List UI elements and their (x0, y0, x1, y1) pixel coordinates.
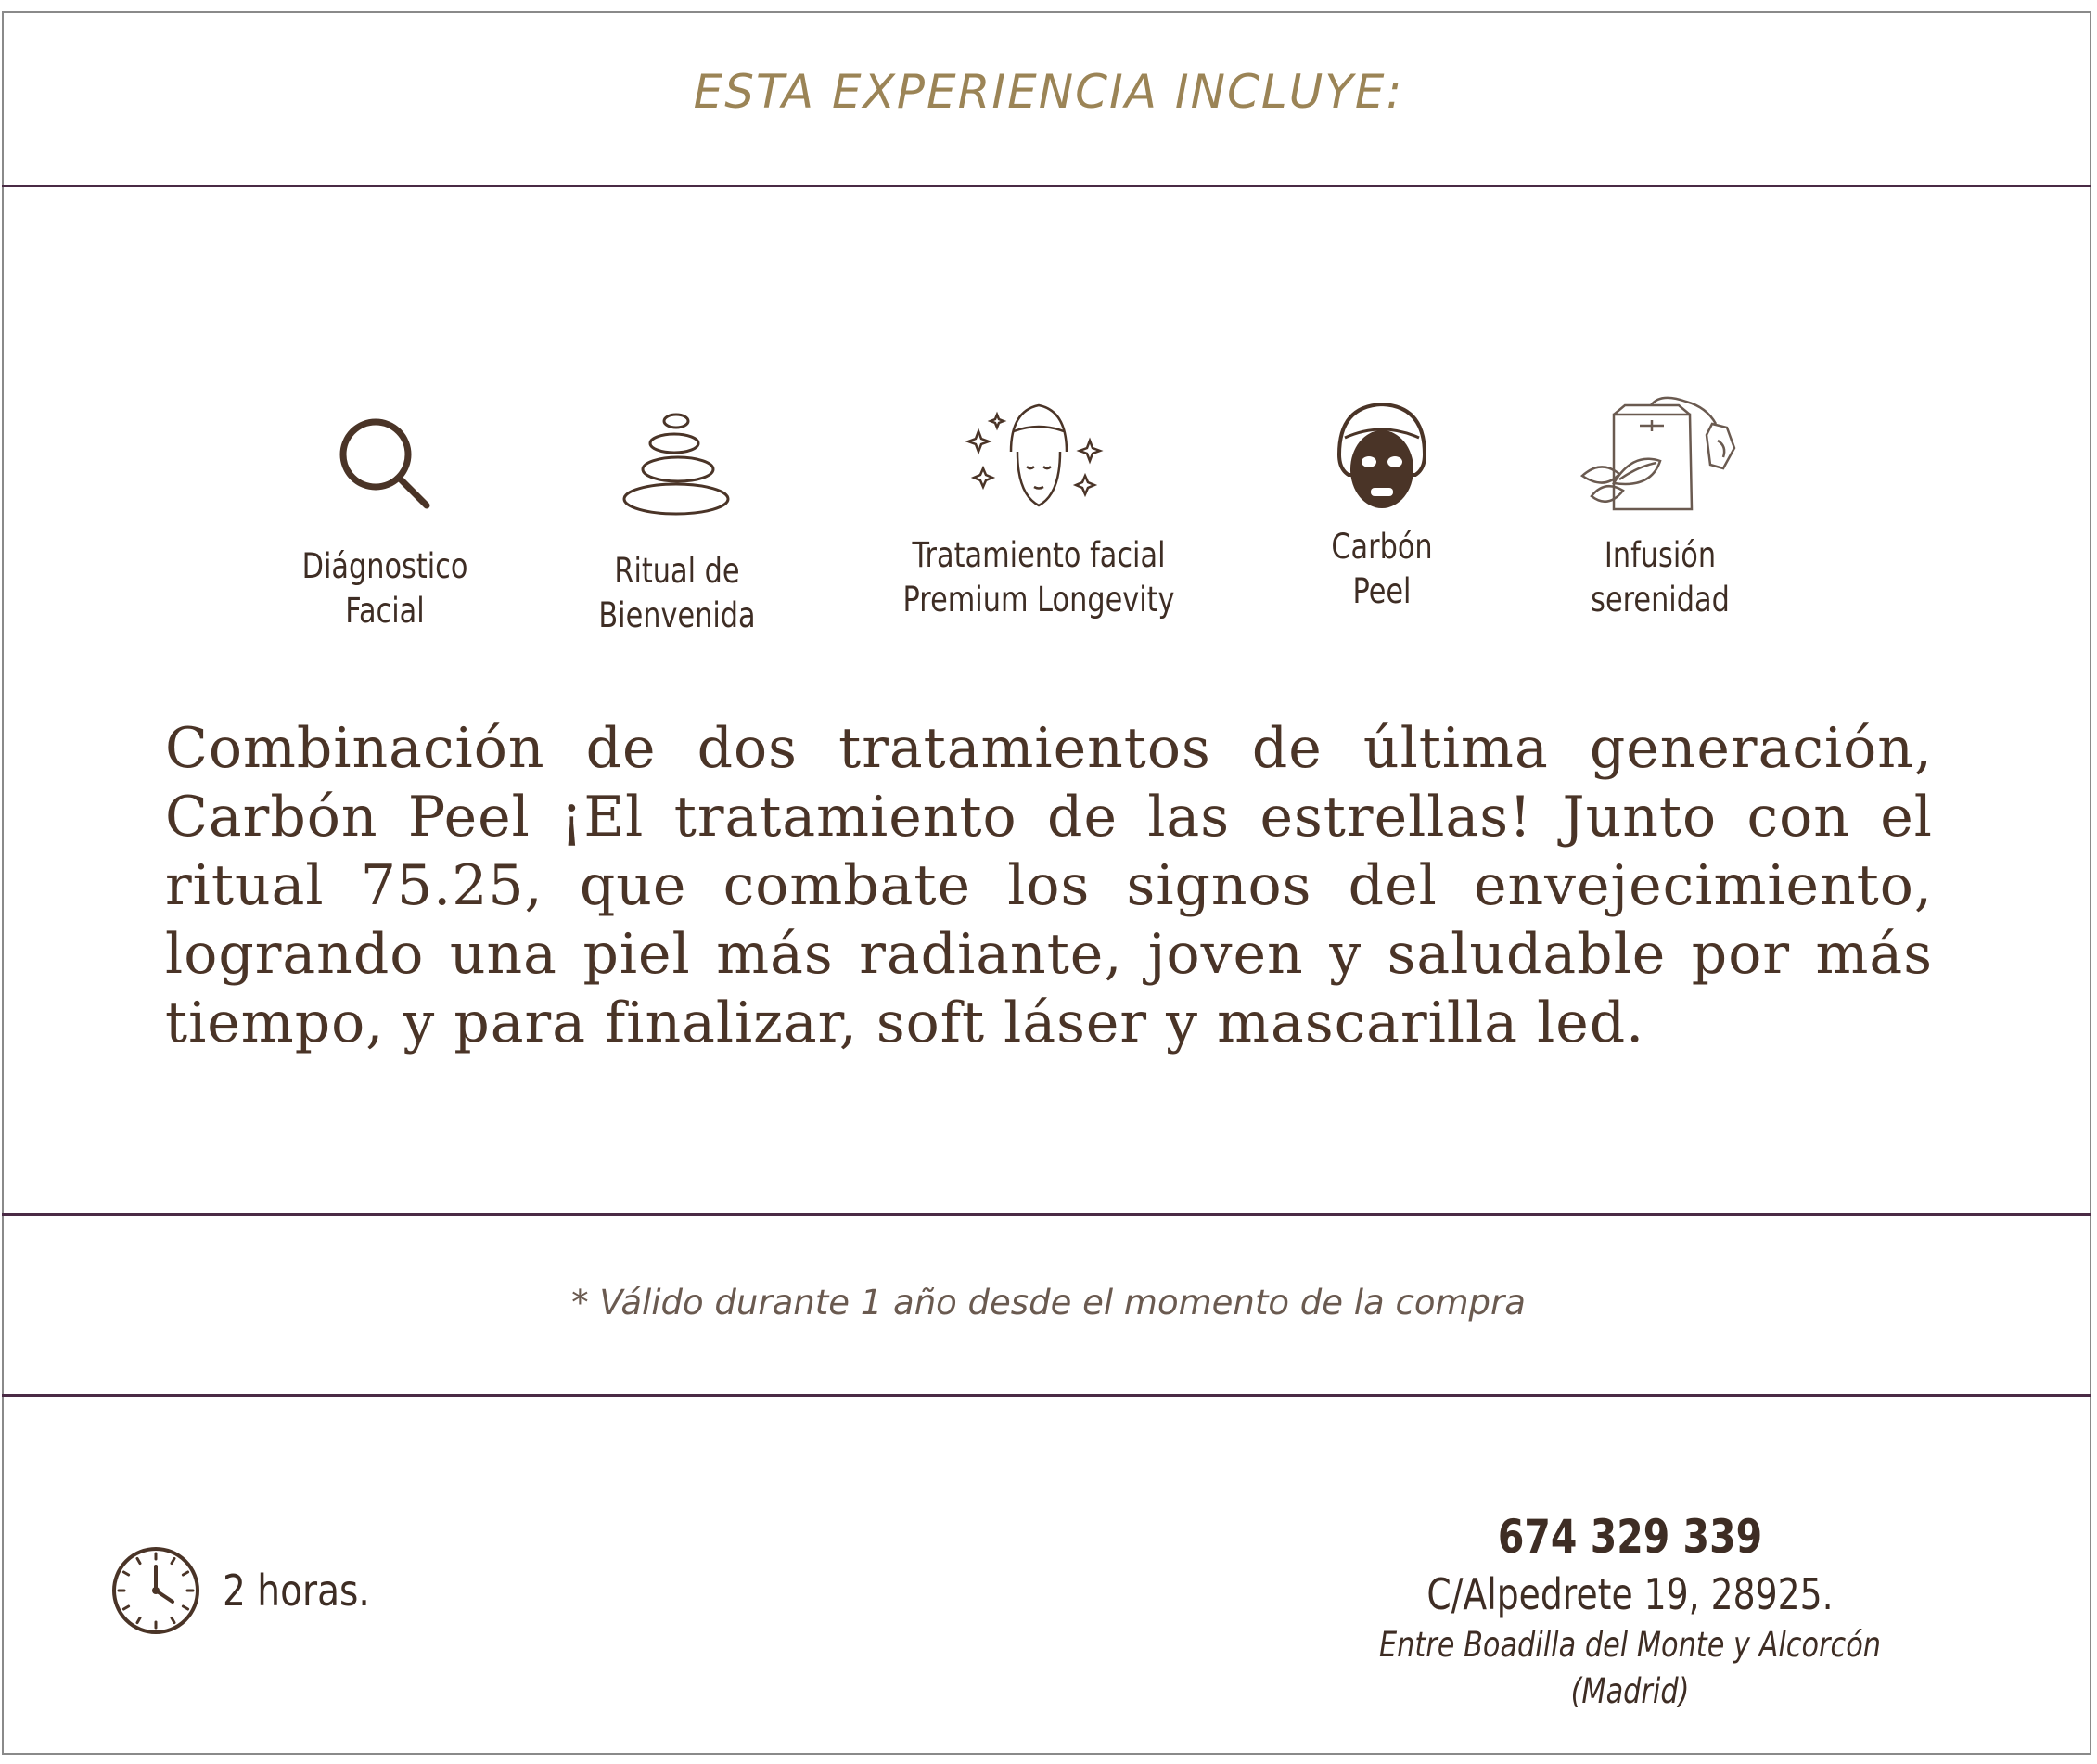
clock-icon (109, 1544, 202, 1637)
feature-label: Tratamiento facial Premium Longevity (902, 535, 1175, 620)
description-paragraph: Combinación de dos tratamientos de última generación, Carbón Peel ¡El tratamiento de las estrellas! Junto con el ritual 75.25, que combate los signos del envejecimiento, logrando una piel más radiante, joven y saludable por más tiempo, y para finalizar, soft láser y mascarilla led. (165, 716, 1933, 1055)
divider (2, 185, 2091, 187)
duration-info (109, 1544, 396, 1637)
feature-carbon-peel (1294, 397, 1470, 614)
divider (2, 1213, 2091, 1216)
address: C/Alpedrete 19, 28925. (1426, 1569, 1834, 1619)
face-mask-icon (1326, 397, 1438, 518)
feature-label: Diágnostico Facial (301, 546, 468, 631)
feature-tratamiento (863, 394, 1215, 622)
phone-number[interactable]: 674 329 339 (1497, 1510, 1763, 1564)
duration-text: 2 horas. (223, 1566, 370, 1616)
tea-bag-icon (1577, 394, 1744, 515)
validity-note: * Válido durante 1 año desde el momento de la compra (571, 1283, 1526, 1323)
face-towel-sparkles-icon (960, 394, 1118, 515)
feature-infusion (1558, 394, 1762, 622)
address-area: Entre Boadilla del Monte y Alcorcón (Madrid) (1379, 1625, 1881, 1711)
contact-block (1298, 1507, 1962, 1715)
divider (2, 1394, 2091, 1397)
feature-label: Ritual de Bienvenida (598, 551, 756, 635)
feature-diagnostico (278, 413, 492, 633)
magnifier-icon (334, 413, 436, 515)
section-heading: ESTA EXPERIENCIA INCLUYE: (693, 65, 1404, 119)
feature-label: Carbón Peel (1331, 527, 1433, 611)
stacked-stones-icon (617, 408, 737, 518)
feature-label: Infusión serenidad (1591, 535, 1730, 620)
feature-ritual (566, 408, 788, 638)
